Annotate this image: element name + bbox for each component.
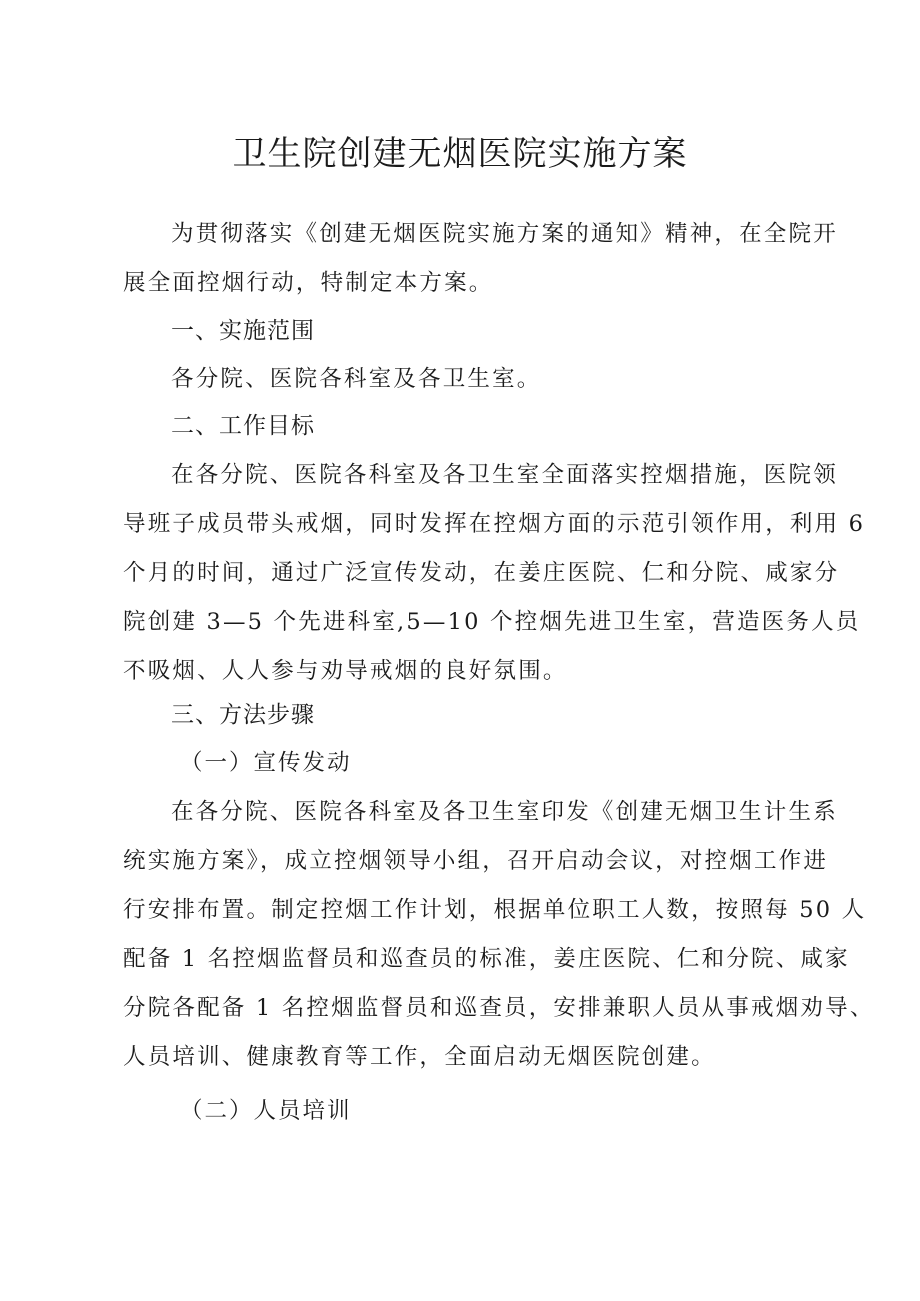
section-heading-scope: 一、实施范围: [171, 318, 315, 344]
document-title: 卫生院创建无烟医院实施方案: [232, 134, 688, 174]
publicity-line: 人员培训、健康教育等工作，全面启动无烟医院创建。: [123, 1044, 716, 1070]
scope-line: 各分院、医院各科室及各卫生室。: [171, 366, 542, 392]
goals-line: 个月的时间，通过广泛宣传发动，在姜庄医院、仁和分院、咸家分: [123, 560, 840, 586]
scope-paragraph: [123, 355, 803, 404]
publicity-line: 在各分院、医院各科室及各卫生室印发《创建无烟卫生计生系: [171, 799, 838, 825]
intro-line: 展全面控烟行动，特制定本方案。: [123, 270, 494, 296]
section-heading-methods: 三、方法步骤: [171, 702, 315, 728]
goals-line: 院创建 3—5 个先进科室,5—10 个控烟先进卫生室，营造医务人员: [123, 609, 861, 635]
subsection-heading-training: （二）人员培训: [180, 1098, 352, 1124]
publicity-paragraph: [123, 788, 875, 1082]
goals-line: 不吸烟、人人参与劝导戒烟的良好氛围。: [123, 658, 568, 684]
goals-line: 导班子成员带头戒烟，同时发挥在控烟方面的示范引领作用，利用 6: [123, 511, 866, 537]
publicity-line: 统实施方案》，成立控烟领导小组，召开启动会议，对控烟工作进: [123, 848, 829, 874]
section-heading-goals: 二、工作目标: [171, 413, 315, 439]
goals-line: 在各分院、医院各科室及各卫生室全面落实控烟措施，医院领: [171, 462, 838, 488]
publicity-line: 分院各配备 1 名控烟监督员和巡查员，安排兼职人员从事戒烟劝导、: [123, 995, 875, 1021]
goals-paragraph: [123, 451, 866, 696]
intro-line: 为贯彻落实《创建无烟医院实施方案的通知》精神，在全院开: [171, 221, 838, 247]
subsection-heading-publicity: （一）宣传发动: [180, 750, 352, 776]
intro-paragraph: [123, 210, 838, 308]
publicity-line: 行安排布置。制定控烟工作计划，根据单位职工人数，按照每 50 人: [123, 897, 867, 923]
publicity-line: 配备 1 名控烟监督员和巡查员的标准，姜庄医院、仁和分院、咸家: [123, 946, 850, 972]
